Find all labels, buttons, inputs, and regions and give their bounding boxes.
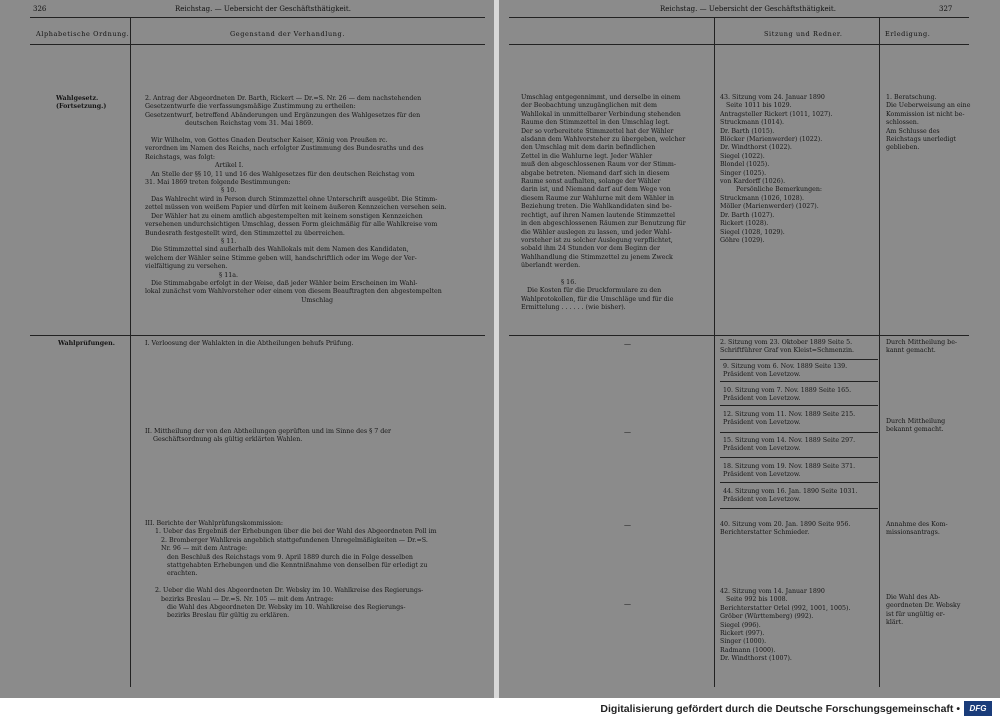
column-divider <box>714 17 715 687</box>
result-block-3: Durch Mittheilung bekannt gemacht. <box>886 418 946 434</box>
right-page-number: 327 <box>939 5 953 13</box>
session-row: 18. Sitzung vom 19. Nov. 1889 Seite 371. Präsident von Levetzow. <box>723 463 856 479</box>
result-block-2: Durch Mittheilung be- kannt gemacht. <box>886 339 958 355</box>
right-page <box>499 0 1000 698</box>
session-block-1: 43. Sitzung vom 24. Januar 1890 Seite 1011 bis 1029. Antragsteller Rickert (1011, 1027). Struckmann (1014). Dr. Barth (1015). Blöcker (Marienwerder) (1022). Dr. Windthorst (1022). Siegel (1022). Blondel (1025). Singer (1025). von Kardorff (1026). Persönliche Bemerkungen: Struckmann (1026, 1028). Möller (Marienwerder) (1027). Dr. Barth (1027). Rickert (1028). Siegel (1028, 1029). Göhre (1029). <box>720 94 833 244</box>
result-block-4: Annahme des Kom- missionsantrags. <box>886 521 948 537</box>
left-page <box>0 0 494 698</box>
entry-wahlpruefungen-keyword: Wahlprüfungen. <box>58 340 115 347</box>
session-row: 12. Sitzung vom 11. Nov. 1889 Seite 215. Präsident von Levetzow. <box>723 411 856 427</box>
result-block-1: 1. Beratschung. Die Ueberweisung an eine Kommission ist nicht be- schlossen. Am Schlusse des Reichstags unerledigt geblieben. <box>886 94 971 152</box>
column-head-rule <box>30 44 485 45</box>
continued-text: Umschlag entgegennimmt, und derselbe in einem der Beobachtung unzugänglichen mit dem Wahllokal in unmittelbarer Verbindung stehenden Raume den Stimmzettel in den Umschlag legt. Der so vorbereitete Stimmzettel hat der Wähler alsdann dem Wahlvorsteher zu übergeben, welcher den Umschlag mit dem darin befindlichen Zettel in die Wahlurne legt. Jeder Wähler muß den abgeschlossenen Raum vor der Stimm- abgabe betreten. Niemand darf sich in diesem Raume sonst aufhalten, solange der Wähler darin ist, und Niemand darf auf dem Wege von diesem Raume zur Wahlurne mit dem Wähler in Beziehung treten. Die Wahlkandidaten sind be- rechtigt, auf ihren Namen lautende Stimmzettel in den abgeschlossenen Räumen zur Benutzung für die Wähler auslegen zu lassen, und jeder Wahl- vorsteher ist zu solcher Auslegung verpflichtet, sobald ihm 24 Stunden vor dem Beginn der Wahlhandlung die Stimmzettel zu jenem Zweck überlandt werden. § 16. Die Kosten für die Druckformulare zu den Wahlprotokollen, für die Umschläge und für die Ermittelung . . . . . . (wie bisher). <box>521 94 686 312</box>
left-running-head: Reichstag. — Uebersicht der Geschäftsthätigkeit. <box>175 5 351 13</box>
box-rule <box>720 432 878 433</box>
footer <box>0 698 1000 719</box>
col-subject-heading: Gegenstand der Verhandlung. <box>230 30 345 38</box>
header-rule <box>30 17 485 18</box>
entry-berichte-text: III. Berichte der Wahlprüfungskommission: 1. Ueber das Ergebniß der Erhebungen über die bei der Wahl des Abgeordneten Poll im 2. Bromberger Wahlkreis angeblich stattgefundenen Unregelmäßigkeiten — Dr.=S. Nr. 96 — mit dem Antrage: den Beschluß des Reichstags vom 9. April 1889 durch die in Folge desselben stattgehabten Erhebungen und die Kenntnißnahme von denselben für erledigt zu erachten. 2. Ueber die Wahl des Abgeordneten Dr. Websky im 10. Wahlkreise des Regierungs- bezirks Breslau — Dr.=S. Nr. 105 — mit dem Antrage: die Wahl des Abgeordneten Dr. Websky im 10. Wahlkreise des Regierungs- bezirks Breslau für gültig zu erklären. <box>145 520 437 620</box>
box-rule <box>720 482 878 483</box>
entry-mittheilung-text: II. Mittheilung der von den Abtheilungen geprüften und im Sinne des § 7 der Geschäftsordnung als gültig erklärten Wahlen. <box>145 428 391 444</box>
dash: — <box>624 521 631 529</box>
col-alpha-heading: Alphabetische Ordnung. <box>36 30 130 38</box>
funding-notice: Digitalisierung gefördert durch die Deutsche Forschungsgemeinschaft • <box>600 703 960 715</box>
box-rule <box>720 508 878 509</box>
column-divider <box>130 17 131 687</box>
column-head-rule <box>509 44 969 45</box>
header-rule <box>509 17 969 18</box>
session-row: 15. Sitzung vom 14. Nov. 1889 Seite 297. Präsident von Levetzow. <box>723 437 856 453</box>
entry-wahlgesetz-text: 2. Antrag der Abgeordneten Dr. Barth, Rickert — Dr.=S. Nr. 26 — dem nachstehenden Gesetzentwurfe die verfassungsmäßige Zustimmung zu ertheilen: Gesetzentwurf, betreffend Abänderungen und Ergänzungen des Wahlgesetzes für den deutschen Reichstag vom 31. Mai 1869. Wir Wilhelm, von Gottes Gnaden Deutscher Kaiser, König von Preußen rc. verordnen im Namen des Reichs, nach erfolgter Zustimmung des Bundesraths und des Reichstags, was folgt: Artikel I. An Stelle der §§ 10, 11 und 16 des Wahlgesetzes für den deutschen Reichstag vom 31. Mai 1869 treten folgende Bestimmungen: § 10. Das Wahlrecht wird in Person durch Stimmzettel ohne Unterschrift ausgeübt. Die Stimm- zettel müssen von weißem Papier und dürfen mit keinem äußeren Kennzeichen versehen sein. Der Wähler hat zu einem amtlich abgestempelten mit keinem sonstigen Kennzeichen versehenen undurchsichtigen Umschlag, dessen Form gleichmäßig für alle Wahlkreise vom Bundesrath festgestellt wird, den Stimmzettel zu überreichen. § 11. Die Stimmzettel sind außerhalb des Wahllokals mit dem Namen des Kandidaten, welchem der Wähler seine Stimme geben will, handschriftlich oder im Wege der Ver- vielfältigung zu versehen. § 11a. Die Stimmabgabe erfolgt in der Weise, daß jeder Wähler beim Erscheinen im Wahl- lokal zunächst vom Wahlvorsteher oder einem von diesem Beauftragten den abgestempelten Umschlag <box>145 95 447 304</box>
session-block-4: 40. Sitzung vom 20. Jan. 1890 Seite 956. Berichterstatter Schmieder. <box>720 521 851 537</box>
result-block-5: Die Wahl des Ab- geordneten Dr. Websky ist für ungültig er- klärt. <box>886 594 961 627</box>
session-block-5: 42. Sitzung vom 14. Januar 1890 Seite 992 bis 1008. Berichterstatter Orlel (992, 1001, 1005). Gröber (Württemberg) (992). Siegel (996). Rickert (997). Singer (1000). Radmann (1000). Dr. Windthorst (1007). <box>720 588 851 663</box>
dfg-logo[interactable]: DFG <box>964 701 992 716</box>
right-running-head: Reichstag. — Uebersicht der Geschäftsthätigkeit. <box>660 5 836 13</box>
box-rule <box>720 405 878 406</box>
dash: — <box>624 600 631 608</box>
box-rule <box>720 381 878 382</box>
column-divider <box>879 17 880 687</box>
left-page-number: 326 <box>33 5 47 13</box>
session-block-2: 2. Sitzung vom 23. Oktober 1889 Seite 5. Schriftführer Graf von Kleist=Schmenzin. <box>720 339 855 355</box>
session-row: 9. Sitzung vom 6. Nov. 1889 Seite 139. Präsident von Levetzow. <box>723 363 848 379</box>
col-session-heading: Sitzung und Redner. <box>764 30 843 38</box>
dash: — <box>624 428 631 436</box>
col-result-heading: Erledigung. <box>885 30 931 38</box>
section-rule <box>509 335 969 336</box>
session-row: 10. Sitzung vom 7. Nov. 1889 Seite 165. Präsident von Levetzow. <box>723 387 852 403</box>
box-rule <box>720 359 878 360</box>
box-rule <box>720 457 878 458</box>
session-row: 44. Sitzung vom 16. Jan. 1890 Seite 1031. Präsident von Levetzow. <box>723 488 858 504</box>
entry-wahlgesetz-keyword: Wahlgesetz. (Fortsetzung.) <box>56 95 107 111</box>
section-rule <box>30 335 485 336</box>
entry-verloosung-text: I. Verloosung der Wahlakten in die Abtheilungen behufs Prüfung. <box>145 340 354 347</box>
dash: — <box>624 340 631 348</box>
